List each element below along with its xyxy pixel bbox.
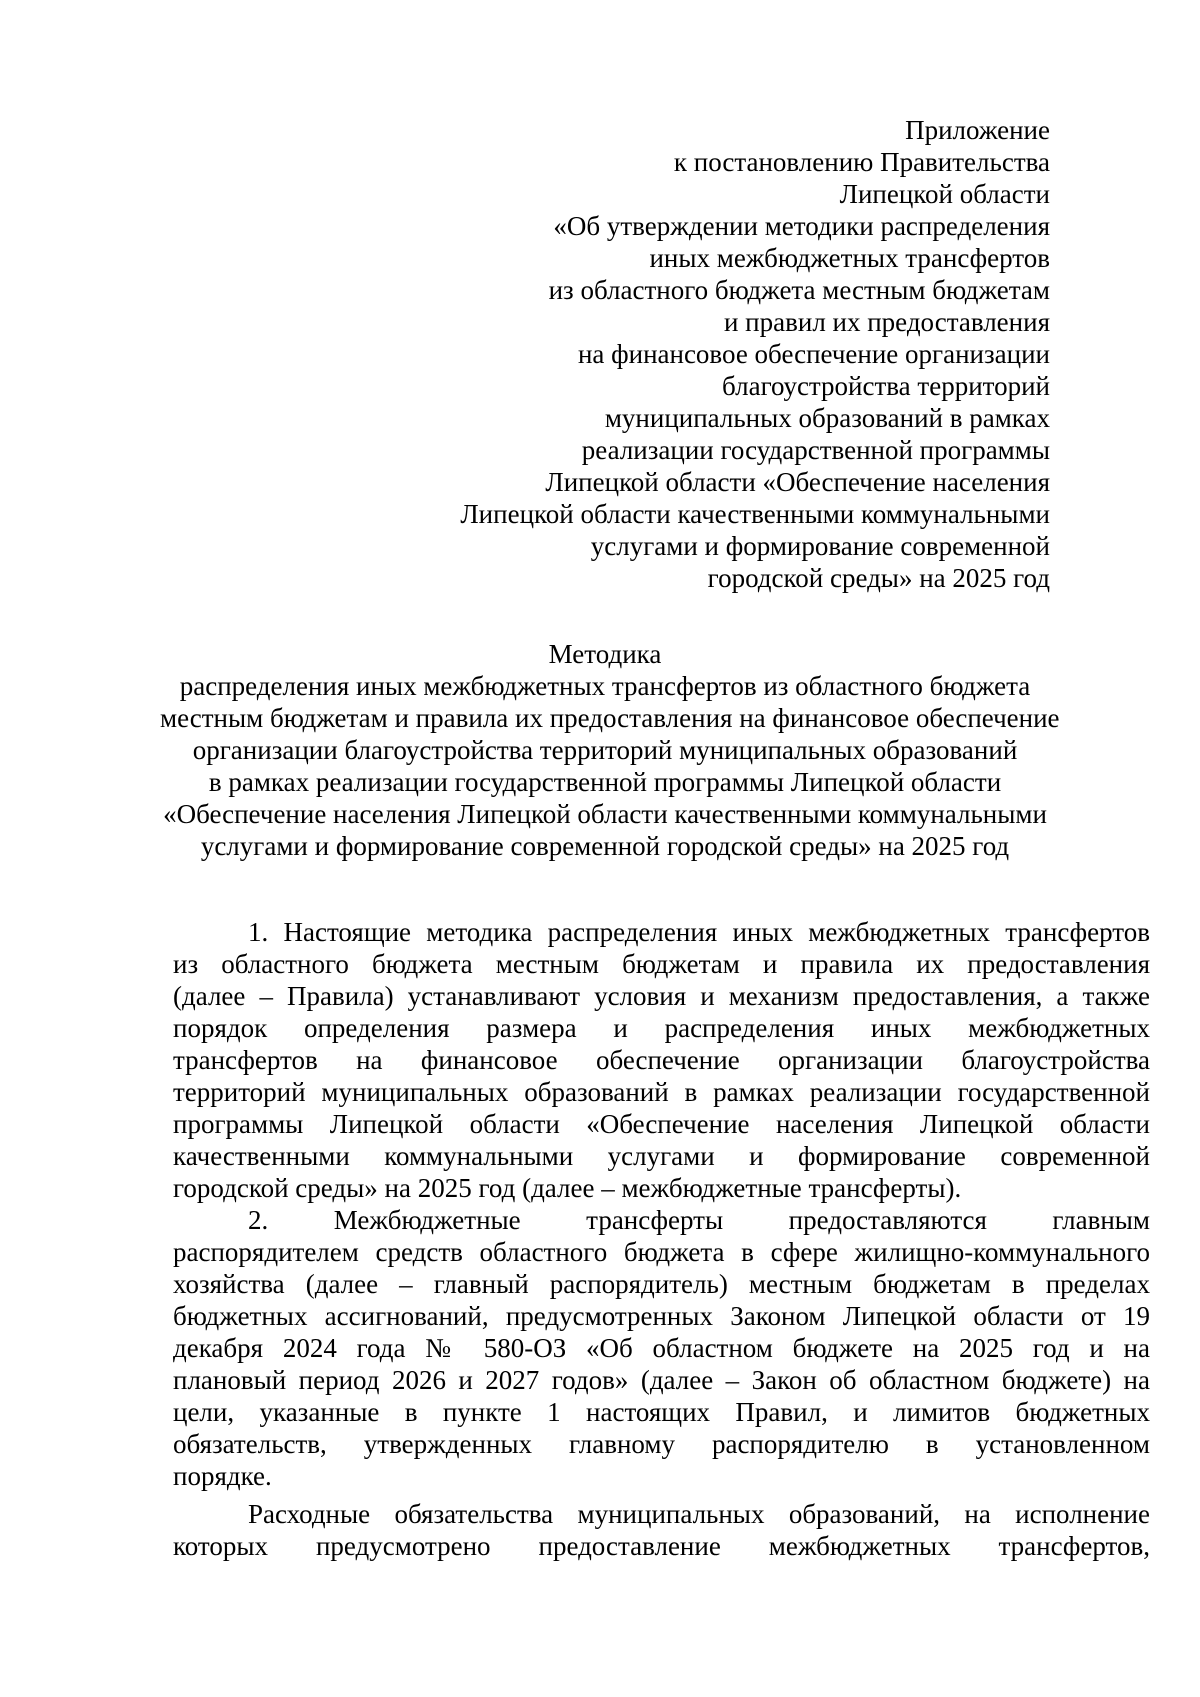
- appendix-line: благоустройства территорий: [722, 371, 1050, 401]
- title-line: распределения иных межбюджетных трансфертов из областного бюджета: [179, 671, 1031, 701]
- title-line: в рамках реализации государственной программы Липецкой области: [208, 767, 1002, 797]
- paragraph-line: цели, указанные в пункте 1 настоящих Правил, и лимитов бюджетных: [173, 1397, 1150, 1427]
- paragraph-line: порядок определения размера и распределения иных межбюджетных: [173, 1013, 1150, 1043]
- paragraph-line: трансфертов на финансовое обеспечение организации благоустройства: [173, 1045, 1150, 1075]
- paragraph-line: территорий муниципальных образований в рамках реализации государственной: [173, 1077, 1150, 1107]
- appendix-line: Приложение: [905, 115, 1050, 145]
- appendix-line: реализации государственной программы: [581, 435, 1050, 465]
- appendix-line: Липецкой области «Обеспечение населения: [545, 467, 1050, 497]
- paragraph-2: [173, 1204, 1150, 1492]
- paragraph-line: 2. Межбюджетные трансферты предоставляются главным: [248, 1205, 1150, 1235]
- appendix-line: иных межбюджетных трансфертов: [649, 243, 1050, 273]
- paragraph-line: Расходные обязательства муниципальных образований, на исполнение: [248, 1499, 1150, 1529]
- paragraph-1: [173, 916, 1150, 1204]
- paragraph-line: (далее – Правила) устанавливают условия и механизм предоставления, а также: [173, 981, 1150, 1011]
- paragraph-line: распорядителем средств областного бюджета в сфере жилищно-коммунального: [173, 1237, 1150, 1267]
- appendix-line: Липецкой области: [839, 179, 1050, 209]
- appendix-line: Липецкой области качественными коммунальными: [460, 499, 1050, 529]
- title-line: услугами и формирование современной городской среды» на 2025 год: [200, 831, 1010, 861]
- paragraph-line: бюджетных ассигнований, предусмотренных Законом Липецкой области от 19: [173, 1301, 1150, 1331]
- appendix-line: городской среды» на 2025 год: [707, 563, 1050, 593]
- appendix-line: к постановлению Правительства: [673, 147, 1050, 177]
- paragraph-line: городской среды» на 2025 год (далее – межбюджетные трансферты).: [173, 1173, 962, 1203]
- appendix-line: и правил их предоставления: [723, 307, 1050, 337]
- paragraph-line: качественными коммунальными услугами и формирование современной: [173, 1141, 1150, 1171]
- paragraph-line: 1. Настоящие методика распределения иных межбюджетных трансфертов: [248, 917, 1150, 947]
- title-line: «Обеспечение населения Липецкой области качественными коммунальными: [163, 799, 1047, 829]
- paragraph-line: которых предусмотрено предоставление межбюджетных трансфертов,: [173, 1531, 1150, 1561]
- paragraph-3: [173, 1498, 1150, 1562]
- paragraph-line: порядке.: [173, 1461, 272, 1491]
- appendix-line: на финансовое обеспечение организации: [577, 339, 1050, 369]
- appendix-line: муниципальных образований в рамках: [604, 403, 1050, 433]
- paragraph-line: программы Липецкой области «Обеспечение населения Липецкой области: [173, 1109, 1150, 1139]
- paragraph-line: из областного бюджета местным бюджетам и правила их предоставления: [173, 949, 1150, 979]
- appendix-line: услугами и формирование современной: [590, 531, 1050, 561]
- paragraph-line: обязательств, утвержденных главному распорядителю в установленном: [173, 1429, 1150, 1459]
- appendix-line: «Об утверждении методики распределения: [553, 211, 1050, 241]
- document-title: [160, 638, 1060, 862]
- document-body: [173, 916, 1150, 1562]
- paragraph-line: декабря 2024 года № 580-ОЗ «Об областном бюджете на 2025 год и на: [173, 1333, 1150, 1363]
- paragraph-line: хозяйства (далее – главный распорядитель) местным бюджетам в пределах: [173, 1269, 1150, 1299]
- title-line: местным бюджетам и правила их предоставления на финансовое обеспечение: [160, 703, 1060, 733]
- appendix-header: [350, 114, 1050, 594]
- title-heading: Методика: [548, 639, 662, 669]
- appendix-line: из областного бюджета местным бюджетам: [548, 275, 1050, 305]
- title-line: организации благоустройства территорий муниципальных образований: [192, 735, 1018, 765]
- paragraph-line: плановый период 2026 и 2027 годов» (далее – Закон об областном бюджете) на: [173, 1365, 1150, 1395]
